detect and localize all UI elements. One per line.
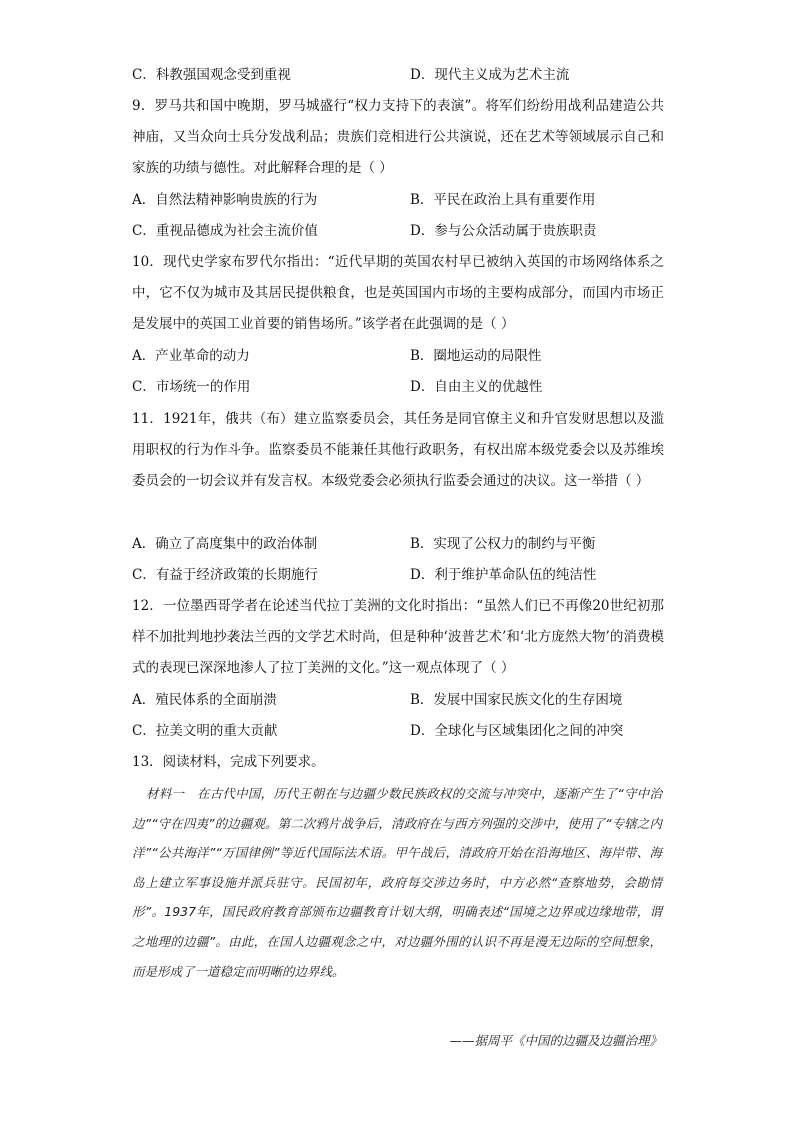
q10-option-a: A．产业革命的动力 xyxy=(132,348,250,364)
q12-stem: 12．一位墨西哥学者在论述当代拉丁美洲的文化时指出：“虽然人们已不再像20世纪初那样不加批判地抄袭法兰西的文学艺术时尚，但是种种‘波普艺术’和‘北方庞然大物’的消费模式的表现已深深地渗人了拉丁美洲的文化。”这一观点体现了（ ） xyxy=(132,598,664,676)
q13-stem: 13．阅读材料，完成下列要求。 xyxy=(132,754,325,770)
q11-option-a: A．确立了高度集中的政治体制 xyxy=(132,536,318,552)
q10-stem: 10．现代史学家布罗代尔指出：“近代早期的英国农村早已被纳入英国的市场网络体系之中，它不仅为城市及其居民提供粮食，也是英国国内市场的主要构成部分，而国内市场正是发展中的英国工业首要的销售场所。”该学者在此强调的是（ ） xyxy=(132,254,664,332)
q9-option-c: C．重视品德成为社会主流价值 xyxy=(132,223,318,239)
q12-option-c: C．拉美文明的重大贡献 xyxy=(132,723,278,739)
q9-option-b: B．平民在政治上具有重要作用 xyxy=(410,192,596,208)
q10-option-d: D．自由主义的优越性 xyxy=(410,379,543,395)
q10-option-b: B．圈地运动的局限性 xyxy=(410,348,542,364)
q12-option-a: A．殖民体系的全面崩溃 xyxy=(132,692,277,708)
q12-option-b: B．发展中国家民族文化的生存困境 xyxy=(410,692,623,708)
q10-option-c: C．市场统一的作用 xyxy=(132,379,251,395)
q8-option-c: C．科教强国观念受到重视 xyxy=(132,67,291,83)
q9-option-a: A．自然法精神影响贵族的行为 xyxy=(132,192,318,208)
q11-option-b: B．实现了公权力的制约与平衡 xyxy=(410,536,596,552)
q13-material-source: ——据周平《中国的边疆及边疆治理》 xyxy=(449,1033,662,1048)
q11-option-c: C．有益于经济政策的长期施行 xyxy=(132,567,318,583)
q12-option-d: D．全球化与区域集团化之间的冲突 xyxy=(410,723,624,739)
q11-stem: 11．1921年，俄共（布）建立监察委员会，其任务是同官僚主义和升官发财思想以及滥用职权的行为作斗争。监察委员不能兼任其他行政职务，有权出席本级党委会以及苏维埃委员会的一切会议并有发言权。本级党委会必须执行监委会通过的决议。这一举措（ ） xyxy=(132,411,664,489)
q11-option-d: D．利于维护革命队伍的纯洁性 xyxy=(410,567,597,583)
q8-option-d: D．现代主义成为艺术主流 xyxy=(410,67,570,83)
q9-option-d: D．参与公众活动属于贵族职责 xyxy=(410,223,597,239)
q13-material-one: 材料一 在古代中国，历代王朝在与边疆少数民族政权的交流与冲突中，逐渐产生了“守中治边”“守在四夷”的边疆观。第二次鸦片战争后，清政府在与西方列强的交涉中，使用了“专辖之内洋”“公共海洋”“万国律例”等近代国际法术语。甲午战后，清政府开始在沿海地区、海岸带、海岛上建立军事设施并派兵驻守。民国初年，政府每交涉边务时，中方必然“查察地势，会勘情形”。1937年，国民政府教育部颁布边疆教育计划大纲，明确表述“国境之边界或边缘地带，谓之地理的边疆”。由此，在国人边疆观念之中，对边疆外围的认识不再是漫无边际的空间想象，而是形成了一道稳定而明晰的边界线。 xyxy=(132,786,662,979)
q9-stem: 9．罗马共和国中晚期，罗马城盛行“权力支持下的表演”。将军们纷纷用战利品建造公共神庙，又当众向士兵分发战利品；贵族们竞相进行公共演说，还在艺术等领域展示自己和家族的功绩与德性。对此解释合理的是（ ） xyxy=(132,98,664,176)
